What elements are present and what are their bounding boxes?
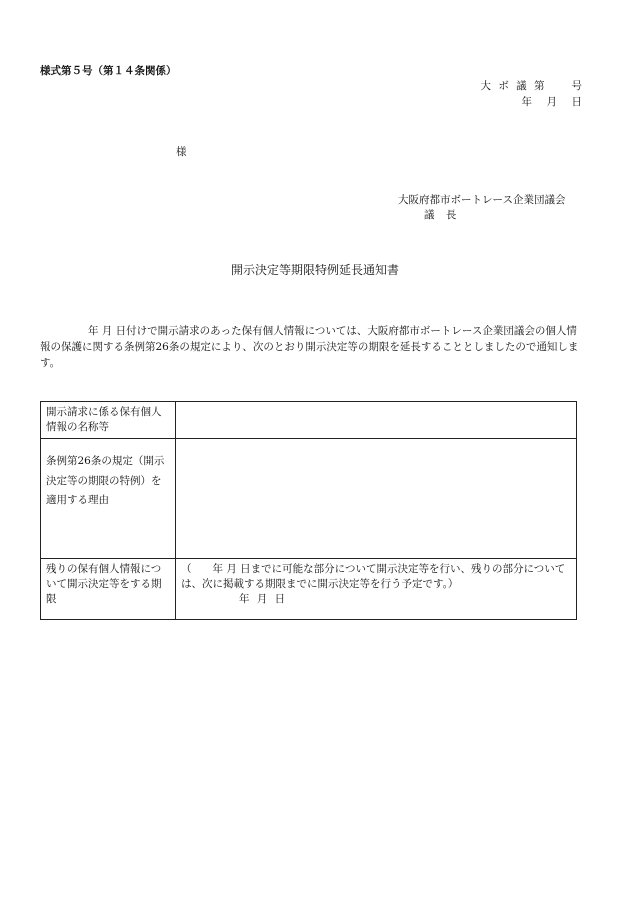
document-title: 開示決定等期限特例延長通知書 <box>230 263 399 277</box>
table-row <box>41 402 577 439</box>
issue-date: 年 月 日 <box>521 96 584 108</box>
sender-organization: 大阪府都市ボートレース企業団議会 <box>398 194 566 206</box>
notice-body: 年 月 日付けで開示請求のあった保有個人情報については、大阪府都市ボートレース企業団議会の個人情報の保護に関する条例第26条の規定により、次のとおり開示決定等の期限を延長することとしましたので通知します。 <box>40 325 579 369</box>
row-value-info-name <box>176 402 577 439</box>
table-row <box>41 559 577 620</box>
reference-number: 大 ボ 議 第 号 <box>480 80 584 92</box>
sender-title: 議 長 <box>424 209 461 221</box>
deadline-date: 年 月 日 <box>239 593 288 605</box>
addressee-suffix: 様 <box>176 146 187 158</box>
deadline-note: （ 年 月 日までに可能な部分について開示決定等を行い、残りの部分については、次に掲載する期限までに開示決定等を行う予定です。） <box>181 563 566 590</box>
row-label-deadline: 残りの保有個人情報について開示決定等をする期限 <box>41 559 176 620</box>
info-table <box>40 401 577 620</box>
row-label-reason: 条例第26条の規定（開示決定等の期限の特例）を適用する理由 <box>41 439 176 559</box>
table-row <box>41 439 577 559</box>
row-label-info-name: 開示請求に係る保有個人情報の名称等 <box>41 402 176 439</box>
row-value-deadline <box>176 559 577 620</box>
form-number: 様式第５号（第１４条関係） <box>40 65 177 77</box>
row-value-reason <box>176 439 577 559</box>
